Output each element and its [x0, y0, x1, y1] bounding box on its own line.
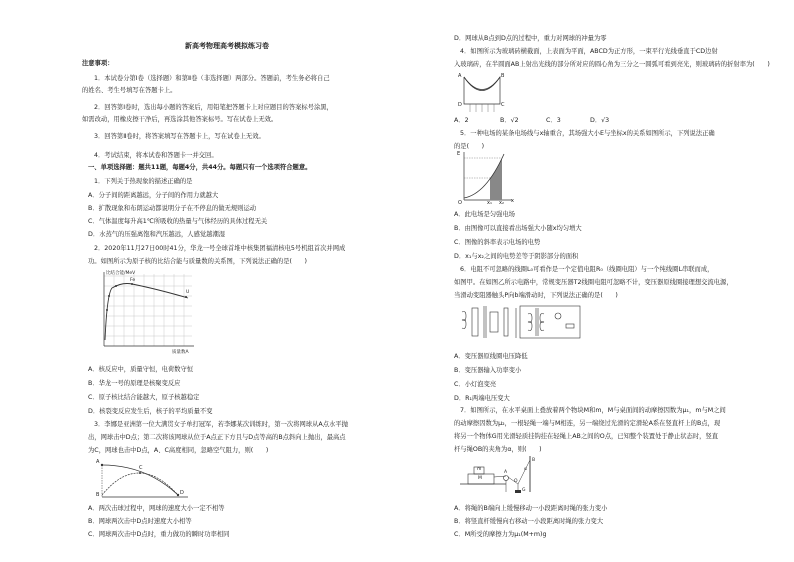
binding-energy-figure: [92, 270, 200, 358]
question-stem: 出，网球击中D点；第二次将该网球从位于A点正下方且与D点等高的B点斜向上抛出，最高点: [88, 434, 346, 441]
point-label: G: [522, 488, 526, 493]
question-stem: 为C，网球也击中D点，A、C高度相同，忽略空气阻力，则( ): [88, 447, 269, 454]
option: A．变压器原线圈电压降低: [454, 353, 528, 360]
question-stem: 将另一个物体G用光滑轻质挂钩挂在轻绳上AB之间的O点，已知整个装置处于静止状态时，竖直: [454, 433, 719, 440]
question-stem: 当滑动变阻器触头P向b端滑动时，下列说法正确的是( ): [454, 292, 618, 299]
option: C．图像的斜率表示电场的电势: [454, 239, 541, 246]
page-title: 新高考物理高考模拟练习卷: [185, 42, 269, 50]
notice-line: 的姓名、考生号填写在答题卡上。: [82, 87, 177, 94]
notice-line: 1．本试卷分第Ⅰ卷（选择题）和第Ⅱ卷（非选择题）两部分。答题前，考生务必将自己: [94, 75, 330, 82]
option: D．x₁与x₂之间的电势差等于阴影部分的面积: [454, 253, 579, 260]
point-label: C: [139, 465, 143, 471]
notice-line: 如需改动，用橡皮擦干净后，再选涂其他答案标号。写在试卷上无效。: [82, 116, 278, 123]
question-stem: 功。如图所示为原子核的比结合能与质量数的关系图，下列说法正确的是( ): [88, 258, 308, 265]
point-label: α: [524, 467, 527, 472]
option: A．2: [454, 117, 469, 124]
point-label: B: [96, 492, 100, 498]
section-heading: 一、单项选择题：题共11题，每题4分，共44分。每题只有一个选项符合题意。: [88, 164, 312, 171]
notice-line: 3．回答第Ⅱ卷时，将答案填写在答题卡上，写在试卷上无效。: [94, 133, 265, 140]
notice-heading: 注意事项：: [82, 60, 114, 67]
option: C．气体温度每升高1℃所吸收的热量与气体经历的具体过程无关: [88, 218, 268, 225]
glass-block-figure: [456, 72, 511, 114]
tennis-figure: [96, 457, 191, 501]
point-label: B: [532, 458, 536, 463]
question-stem: 7．如图所示，在水平桌面上叠放着两个物块M和m，M与桌面间的动摩擦因数为μ₁，m与M之间: [460, 407, 726, 414]
question-stem: 3．李娜是亚洲第一位大满贯女子单打冠军，若李娜某次训练时，第一次将网球从A点水平抛: [94, 421, 348, 428]
point-label: m: [477, 467, 482, 472]
point-label: C: [501, 102, 505, 108]
question-stem: 5．一种电场的某条电场线与x轴重合，其场强大小E与坐标x的关系如图所示，下列说法正确: [460, 130, 715, 137]
option: A．分子间的距离越远，分子间的作用力就越大: [88, 192, 219, 199]
question-stem: 入玻璃砖，在半圆面AB上射出光线的部分所对应的圆心角为三分之一圆弧可看到亮光，则玻璃砖的折射率为( ): [454, 61, 770, 68]
option: D．核裂变反应发生后，核子的平均质量不变: [88, 408, 213, 415]
axis-label: 质量数A: [172, 350, 189, 355]
axis-label: x: [511, 198, 514, 204]
axis-label: x₁: [487, 200, 492, 206]
question-stem: 如图甲。在如图乙所示电路中，常规变压器T2线圈电阻可忽略不计，变压器原线圈接理想交流电源，: [454, 279, 733, 286]
axis-label: O: [458, 200, 462, 206]
point-label: O: [514, 479, 518, 484]
option: D．R₁两端电压变大: [454, 395, 510, 402]
question-stem: 的是( ): [454, 143, 485, 150]
option: A．核反应中，质量守恒，电荷数守恒: [88, 366, 194, 373]
option: C．原子核比结合能越大，原子核越稳定: [88, 394, 200, 401]
notice-line: 4．考试结束，将本试卷和答题卡一并交回。: [94, 152, 218, 159]
point-label: Fe: [130, 278, 136, 283]
option: C．M所受的摩擦力为μ₁(M+m)g: [454, 531, 547, 538]
option: B．√2: [500, 117, 519, 124]
option: B．网球两次击中D点时速度大小相等: [88, 518, 192, 525]
option: C．小灯泡变亮: [454, 381, 497, 388]
question-stem: 杆与绳OB的夹角为α，则( ): [454, 446, 542, 453]
notice-line: 2．回答第Ⅰ卷时，选出每小题的答案后，用铅笔把答题卡上对应题目的答案标号涂黑，: [94, 104, 333, 111]
point-label: B: [501, 73, 505, 79]
option: B．扩散现象和布朗运动都说明分子在不停息的做无规则运动: [88, 205, 257, 212]
point-label: A: [458, 73, 462, 79]
axis-label: 比结合能/MeV: [106, 271, 136, 276]
question-stem: 2．2020年11月27日00时41分，华龙一号全球首堆中核集团福清核电5号机组首次并网成: [94, 245, 346, 252]
option: D．水蒸气的压强离饱和汽压越远，人感觉越潮湿: [88, 231, 226, 238]
transformer-figure: [458, 302, 588, 344]
option: D．网球从B点到D点的过程中，重力对网球的冲量为零: [454, 35, 607, 42]
point-label: U: [186, 290, 190, 295]
option: B．华龙一号的原理是核聚变反应: [88, 380, 181, 387]
field-graph-figure: [456, 150, 516, 206]
point-label: A: [96, 459, 100, 465]
option: B．由图像可以直接看出场强大小随x均匀增大: [454, 225, 582, 232]
option: A．两次击球过程中，网球的速度大小一定不相等: [88, 505, 225, 512]
axis-label: E: [457, 151, 461, 157]
point-label: D: [458, 102, 462, 108]
option: B．变压器输入功率变小: [454, 367, 522, 374]
option: C．3: [546, 117, 561, 124]
option: A．将绳的B端向上缓慢移动一小段距离时绳的张力变小: [454, 505, 608, 512]
question-stem: 的动摩擦因数为μ₂，一根轻绳一端与M相连，另一端绕过光滑的定滑轮A系在竖直杆上的B点，现: [454, 420, 721, 427]
option: B．将竖直杆缓慢向右移动一小段距离时绳的张力变大: [454, 518, 604, 525]
point-label: A: [504, 470, 508, 475]
question-stem: 1．下列关于热现象的描述正确的是: [94, 178, 193, 185]
point-label: D: [180, 490, 184, 496]
axis-label: x₂: [499, 200, 504, 206]
pulley-figure: [460, 454, 538, 494]
option: C．网球两次击中D点时，重力做功的瞬时功率相同: [88, 531, 230, 538]
question-stem: 4．如图所示为玻璃砖横截面，上表面为平面，ABCD为正方形，一束平行光线垂直于CD边射: [460, 48, 718, 55]
point-label: M: [478, 476, 482, 481]
option: A．此电场是匀强电场: [454, 211, 515, 218]
option: D．√3: [590, 117, 610, 124]
question-stem: 6．电阻不可忽略的线圈L₀可看作是一个定值电阻R₀（线圈电阻）与一个纯线圈L串联而成，: [460, 266, 714, 273]
